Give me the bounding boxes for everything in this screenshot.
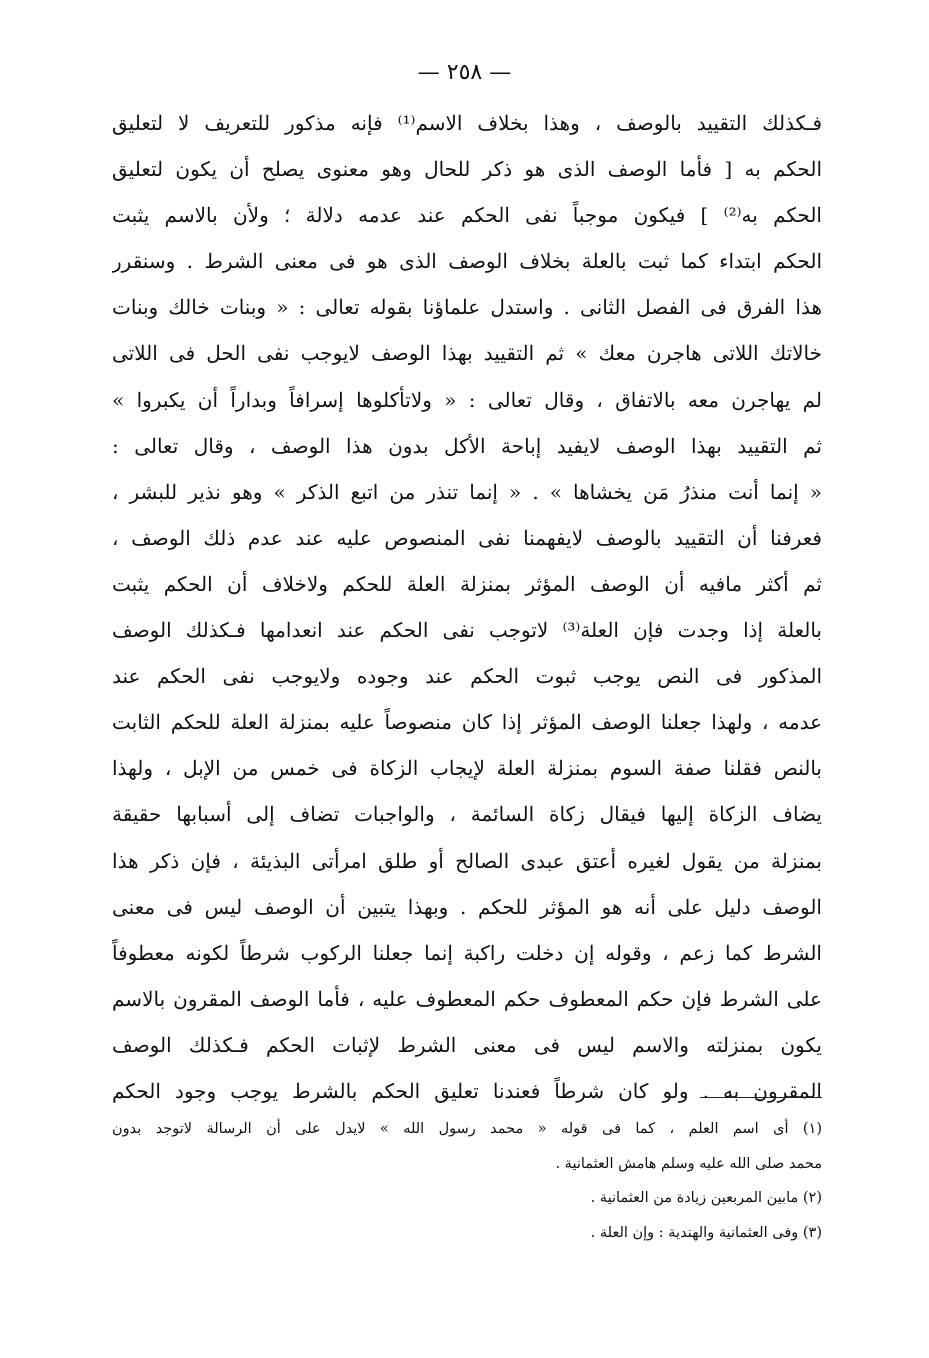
text-line: هذا الفرق فى الفصل الثانى . واستدل علماؤنا بقوله تعالى : « وبنات خالك وبنات	[112, 295, 822, 320]
text-line: الشرط كما زعم ، وقوله إن دخلت راكبة إنما جعلنا الركوب شرطاً لكونه معطوفاً	[112, 940, 822, 965]
footnote-1: (١) أى اسم العلم ، كما فى قوله « محمد رسول الله » لايدل على أن الرسالة لاتوجد بدون	[112, 1121, 822, 1137]
footnotes	[112, 1112, 822, 1250]
text-line: الحكم به⁽²⁾ ] فيكون موجباً نفى الحكم عند عدمه دلالة ؛ ولأن بالاسم يثبت	[112, 203, 822, 228]
footnote-3: (٣) وفى العثمانية والهندية : وإن العلة .	[590, 1224, 822, 1241]
text-line: الحكم ابتداء كما ثبت بالعلة بخلاف الوصف الذى هو فى معنى الشرط . وسنقرر	[112, 249, 822, 274]
text-line: خالاتك اللاتى هاجرن معك » ثم التقييد بهذا الوصف لايوجب نفى الحل فى اللاتى	[112, 341, 822, 366]
text-line: ثم أكثر مافيه أن الوصف المؤثر بمنزلة العلة للحكم ولاخلاف أن الحكم يثبت	[112, 571, 822, 596]
text-line: الحكم به [ فأما الوصف الذى هو ذكر للحال وهو معنوى يصلح أن يكون لتعليق	[112, 157, 822, 182]
text-line: بالعلة إذا وجدت فإن العلة⁽³⁾ لاتوجب نفى الحكم عند انعدامها فـكذلك الوصف	[112, 618, 822, 643]
text-line: المذكور فى النص يوجب ثبوت الحكم عند وجوده ولايوجب نفى الحكم عند	[112, 664, 822, 689]
text-line: يكون بمنزلته والاسم ليس فى معنى الشرط لإثبات الحكم فـكذلك الوصف	[112, 1032, 822, 1057]
text-line: الوصف دليل على أنه هو المؤثر للحكم . وبهذا يتبين أن الوصف ليس فى معنى	[112, 894, 822, 919]
text-line: بالنص فقلنا صفة السوم بمنزلة العلة لإيجاب الزكاة فى خمس من الإبل ، ولهذا	[112, 756, 822, 781]
text-line: عدمه ، ولهذا جعلنا الوصف المؤثر إذا كان منصوصاً عليه بمنزلة العلة للحكم الثابت	[112, 710, 822, 735]
footnote-2: (٢) مابين المربعين زيادة من العثمانية .	[590, 1190, 822, 1206]
text-line: المقرون به . ولو كان شرطاً فعندنا تعليق الحكم بالشرط يوجب وجود الحكم	[112, 1078, 822, 1103]
text-line: فعرفنا أن التقييد بالوصف لايفهمنا نفى المنصوص عليه عند عدم ذلك الوصف ،	[112, 525, 822, 550]
text-line: على الشرط فإن حكم المعطوف حكم المعطوف عليه ، فأما الوصف المقرون بالاسم	[112, 986, 822, 1011]
text-line: فـكذلك التقييد بالوصف ، وهذا بخلاف الاسم⁽¹⁾ فإنه مذكور للتعريف لا لتعليق	[112, 111, 822, 135]
text-line: ثم التقييد بهذا الوصف لايفيد إباحة الأكل بدون هذا الوصف ، وقال تعالى :	[112, 433, 822, 458]
text-line: يضاف الزكاة إليها فيقال زكاة السائمة ، والواجبات تضاف إلى أسبابها حقيقة	[112, 802, 822, 827]
page-number: — ٢٥٨ —	[417, 60, 512, 85]
footnote-separator	[700, 1097, 822, 1098]
footnote-1-continued: محمد صلى الله عليه وسلم هامش العثمانية .	[555, 1155, 822, 1172]
text-line: « إنما أنت منذرُ مَن يخشاها » . « إنما تنذر من اتبع الذكر » وهو نذير للبشر ،	[112, 479, 822, 504]
text-line: بمنزلة من يقول لغيره أعتق عبدى الصالح أو طلق امرأتى البذيئة ، فإن ذكر هذا	[112, 848, 822, 873]
main-text	[112, 100, 822, 1114]
text-line: لم يهاجرن معه بالاتفاق ، وقال تعالى : « ولاتأكلوها إسرافاً وبداراً أن يكبروا »	[112, 387, 822, 412]
